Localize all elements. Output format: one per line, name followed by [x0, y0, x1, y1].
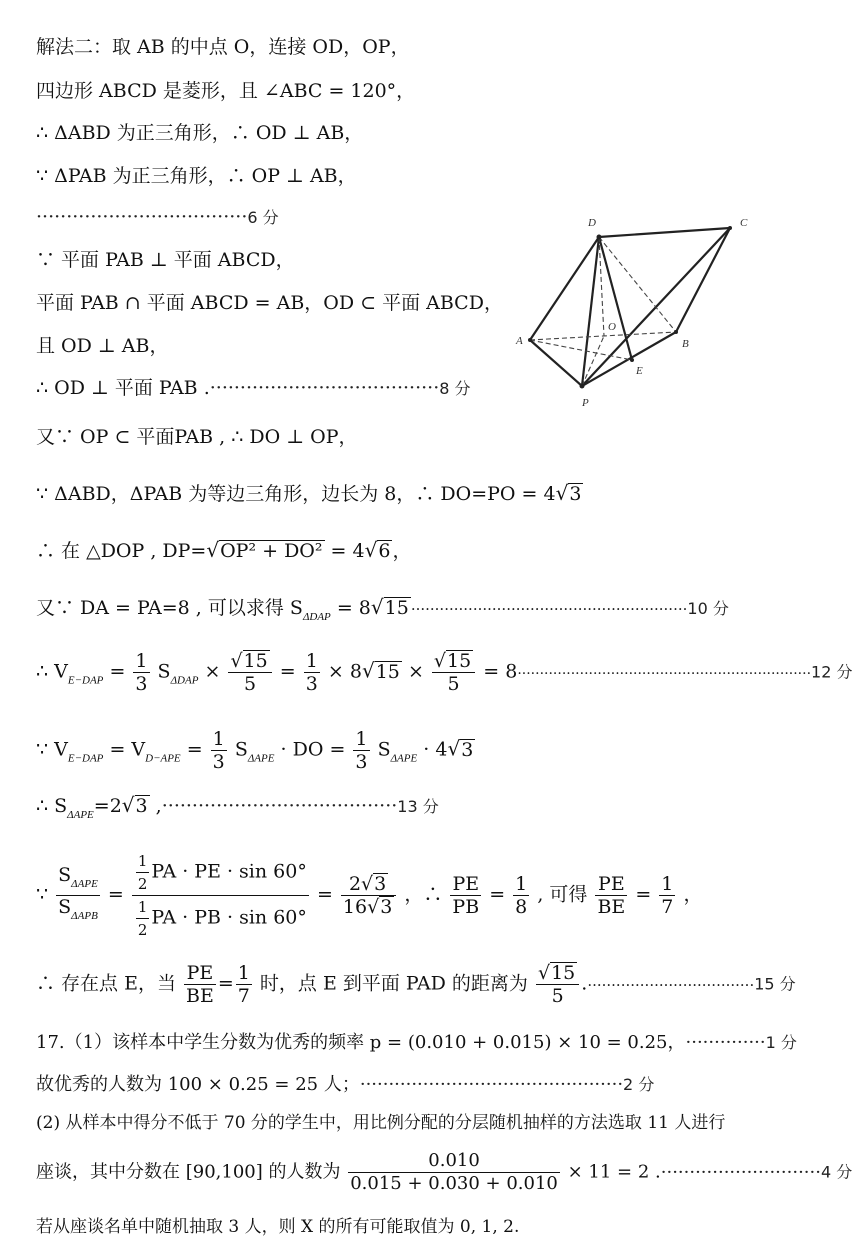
problem-17-sampling: 座谈，其中分数在 [90,100] 的人数为 $\frac{0.010}{0.015 + 0.030 + 0.010}$ × 11 = 2 .····························4 分 [36, 1150, 852, 1194]
score-10: 10 分 [687, 599, 729, 618]
solution-line-15: ∵ $V_{E-DAP} = V_{D-APE}$ = $\frac{1}{3}$ $S_{\Delta APE}$ · DO = $\frac{1}{3}$ $S_{\Delta APE} \cdot 4√3$ [36, 728, 474, 773]
edge-AP [530, 340, 582, 386]
sine-area-fraction: $\frac{1}{2}$ PA · PE · sin 60° $\frac{1}{2}$ PA · PB · sin 60° [132, 850, 309, 941]
score-2: 2 分 [623, 1075, 655, 1094]
score-6: 6 分 [247, 208, 279, 227]
score-15: 15 分 [754, 974, 796, 994]
score-line-6: ···································6 分 [36, 206, 279, 228]
edge-DE [599, 237, 632, 360]
problem-17-part1: 17.（1）该样本中学生分数为优秀的频率 p = (0.010 + 0.015) × 10 = 0.25，··············1 分 [36, 1032, 797, 1053]
solution-line-3: ∴ ΔABD 为正三角形，∴ OD ⊥ AB， [36, 122, 364, 144]
solution-line-1: 解法二：取 AB 的中点 O，连接 OD，OP， [36, 36, 410, 58]
label-C: C [740, 217, 748, 229]
solution-line-4: ∵ ΔPAB 为正三角形，∴ OP ⊥ AB， [36, 165, 357, 187]
solution-line-16: ∴ $S_{\Delta APE}=2√3$ ,·······································13 分 [36, 793, 439, 821]
solution-line-9: ∴ OD ⊥ 平面 PAB .······································8 分 [36, 377, 471, 399]
solution-line-18: ∴ 存在点 E，当 $\frac{PE}{BE}$ = $\frac{1}{7}$ 时，点 E 到平面 PAD 的距离为 $\frac{√15}{5}$ .···································15 分 [36, 962, 796, 1007]
label-A: A [516, 335, 523, 347]
fraction-sqrt15-over-5: $\frac{√15}{5}$ [228, 650, 271, 695]
problem-17-values: 若从座谈名单中随机抽取 3 人，则 X 的所有可能取值为 0, 1, 2. [36, 1217, 520, 1237]
edge-BC [676, 228, 730, 332]
problem-17-count: 故优秀的人数为 100 × 0.25 = 25 人；··············································2 分 [36, 1074, 655, 1095]
problem-17-part2: (2) 从样本中得分不低于 70 分的学生中，用比例分配的分层随机抽样的方法选取 11 人进行 [36, 1113, 726, 1133]
label-O: O [608, 321, 616, 333]
edge-DC [599, 228, 730, 237]
fraction-one-third: $\frac{1}{3}$ [135, 650, 148, 695]
solution-line-8: 且 OD ⊥ AB， [36, 335, 169, 357]
score-4: 4 分 [820, 1162, 852, 1182]
solution-line-2: 四边形 ABCD 是菱形，且 ∠ABC = 120°， [36, 80, 416, 102]
solution-line-7: 平面 PAB ∩ 平面 ABCD = AB，OD ⊂ 平面 ABCD， [36, 292, 503, 314]
solution-line-10: 又∵ OP ⊂ 平面PAB , ∴ DO ⊥ OP， [36, 426, 358, 448]
solution-line-11: ∵ ΔABD，ΔPAB 为等边三角形，边长为 8，∴ DO=PO = 4√3 [36, 481, 582, 505]
solution-line-14: ∴ $V_{E-DAP}$ = $\frac{1}{3}$ $S_{\Delta DAP}$ × $\frac{√15}{5}$ = $\frac{1}{3}$ × 8√15 × $\frac{√15}{5}$ = 8··································································12 分 [36, 650, 852, 695]
sampling-fraction: $\frac{0.010}{0.015 + 0.030 + 0.010}$ [350, 1150, 558, 1194]
pyramid-figure [508, 210, 764, 410]
ratio-area-fraction: $\frac{S_{\Delta APE}}{S_{\Delta APB}}$ [58, 864, 98, 922]
label-B: B [682, 338, 689, 350]
label-P: P [582, 397, 589, 409]
edge-DB [599, 237, 676, 332]
score-12: 12 分 [811, 662, 852, 682]
solution-line-13: 又∵ DA = PA=8 , 可以求得 $S_{\Delta DAP} = 8√15 \cdot\cdot\cdot\cdot\cdot\cdot\cdot\cdot\cdot\cdot\cdot\cdot\cdot\cdot\cdot\cdot\cdot\cdot\cdot\cdot\cdot\cdot\cdot\cdot\cdot\cdot\cdot\cdot\cdot\cdot\cdot\cdot\cdot\cdot\cdot\cdot\cdot\cdot\cdot\cdot\cdot\cdot\cdot\cdot\cdot\cdot\cdot\cdot\cdot\cdot\cdot\cdot\cdot\cdot\cdot\cdot\cdot\cdot 10$ 分 [36, 595, 729, 623]
label-D: D [588, 217, 596, 229]
score-13: 13 分 [397, 797, 439, 816]
solution-line-12: ∴ 在 △DOP , DP=√OP² + DO² = 4√6 ， [36, 538, 412, 562]
score-1: 1 分 [765, 1033, 797, 1052]
label-E: E [636, 365, 643, 377]
score-8: 8 分 [439, 379, 471, 398]
solution-line-6: ∵ 平面 PAB ⊥ 平面 ABCD， [36, 249, 295, 271]
solution-line-17: ∵ $\frac{S_{\Delta APE}}{S_{\Delta APB}}$ = $\frac{1}{2}$ PA · PE · sin 60° $\frac{1}{2}$ PA · PB · sin 60° = $\frac{2√3}{16√3}$ ，∴ $\frac{PE}{PB}$ = $\frac{1}{8}$ , 可得 $\frac{PE}{BE}$ = $\frac{1}{7}$ ， [36, 852, 703, 939]
